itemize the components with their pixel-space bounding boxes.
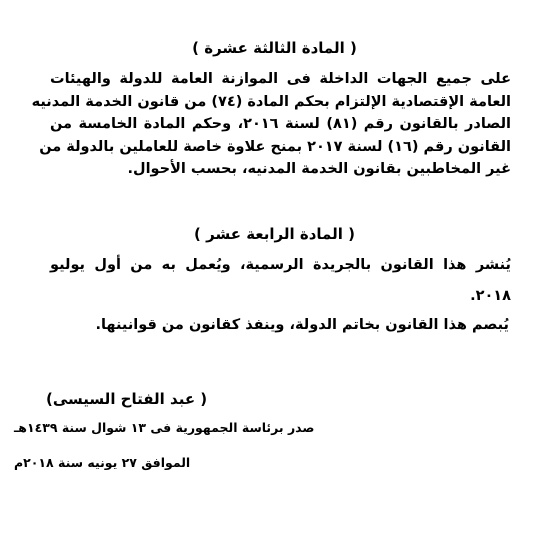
article-13-line: الصادر بالقانون رقم (٨١) لسنة ٢٠١٦، وحكم المادة الخامسة من [50,116,511,132]
article-14-line: يُنشر هذا القانون بالجريدة الرسمية، ويُعمل به من أول يوليو [50,257,511,273]
article-14-body [50,254,511,307]
article-13-line: على جميع الجهات الداخلة فى الموازنة العامة للدولة والهيئات [50,71,511,87]
article-13-heading: ( المادة الثالثة عشرة ) [192,39,357,57]
article-13-line: غير المخاطبين بقانون الخدمة المدنيه، بحسب الأحوال. [127,161,511,177]
article-13-line: القانون رقم (١٦) لسنة ٢٠١٧ بمنح علاوة خاصة للعاملين بالدولة من [39,138,511,155]
article-13-line: العامة الإقتصادية الإلتزام بحكم المادة (٧٤) من قانون الخدمة المدنيه [31,93,511,110]
article-13-body [31,68,511,181]
article-14-line: ٢٠١٨. [470,287,511,304]
issued-date-hijri: صدر برئاسة الجمهورية فى ١٣ شوال سنة ١٤٣٩هـ [14,420,315,435]
article-14-seal [60,314,509,337]
article-14-heading: ( المادة الرابعة عشر ) [194,225,355,243]
president-signature: ( عبد الفتاح السيسى) [46,390,208,408]
issued-date-gregorian: الموافق ٢٧ يونيه سنة ٢٠١٨م [14,455,191,470]
seal-line: يُبصم هذا القانون بخاتم الدولة، وينفذ كقانون من قوانينها. [95,317,509,333]
